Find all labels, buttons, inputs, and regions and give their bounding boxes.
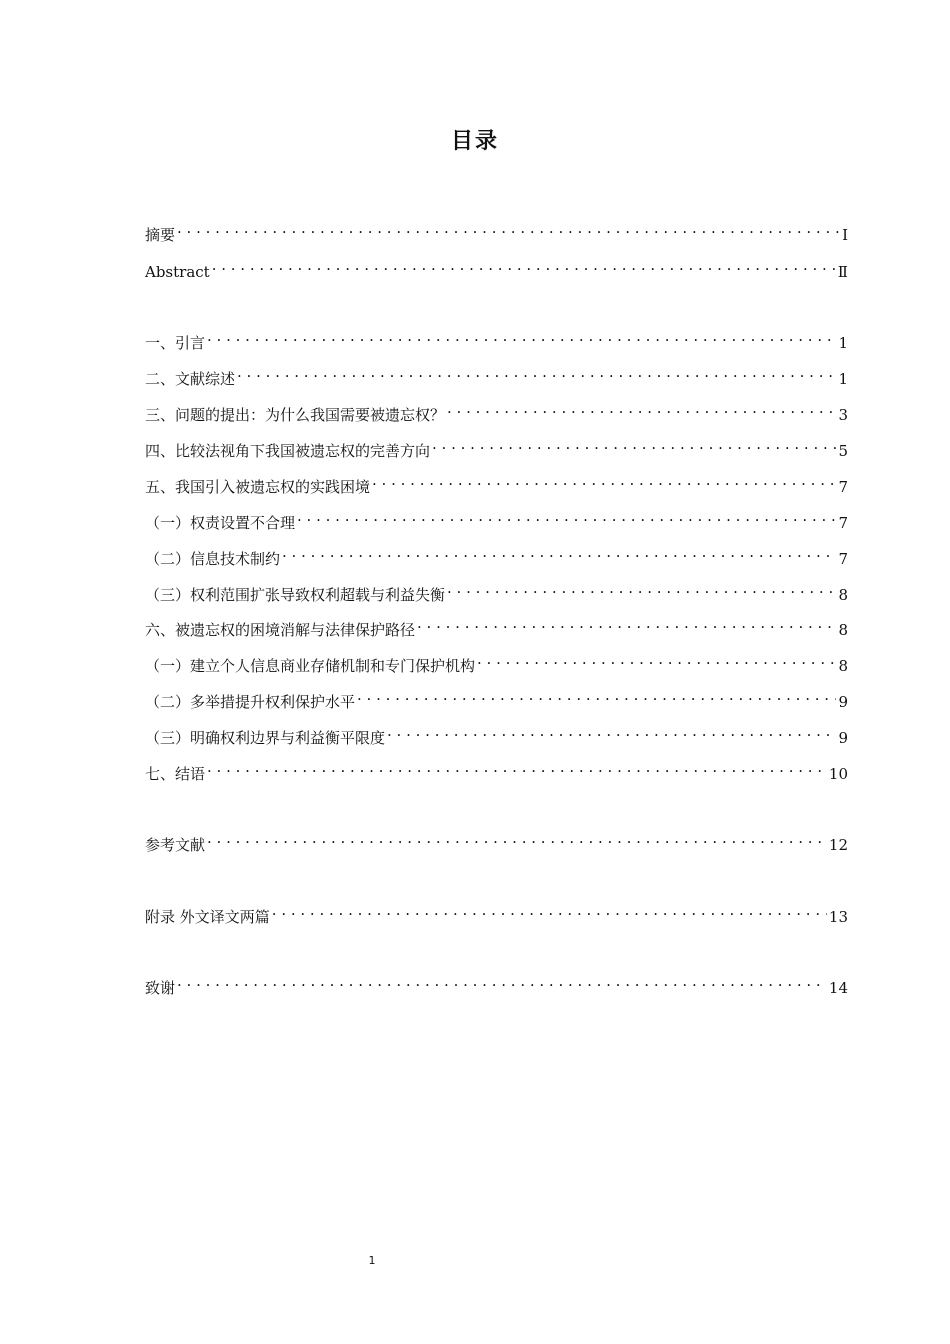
toc-leader-dots: [432, 432, 836, 456]
toc-entry-sub-6-3[interactable]: [145, 719, 848, 747]
toc-leader-dots: [297, 504, 836, 528]
toc-entry-page: 12: [828, 836, 848, 854]
toc-entry-page: 8: [838, 586, 848, 604]
toc-entry-label: 七、结语: [145, 765, 206, 783]
toc-entry-page: 1: [838, 370, 848, 388]
toc-leader-dots: [207, 755, 827, 779]
toc-leader-dots: [417, 611, 836, 635]
toc-entry-label: 摘要: [145, 226, 176, 244]
toc-leader-dots: [447, 576, 836, 600]
toc-leader-dots: [372, 468, 836, 492]
toc-leader-dots: [207, 324, 836, 348]
toc-entry-appendix[interactable]: [145, 898, 848, 926]
toc-entry-problem[interactable]: [145, 396, 848, 424]
toc-entry-label: Abstract: [145, 263, 210, 281]
toc-entry-page: 8: [838, 657, 848, 675]
toc-leader-dots: [282, 540, 836, 564]
toc-title: 目录: [450, 129, 499, 154]
toc-leader-dots: [177, 969, 827, 993]
toc-entry-abstract-en[interactable]: [145, 253, 848, 281]
toc-entry-page: 7: [838, 478, 848, 496]
toc-leader-dots: [177, 216, 840, 240]
toc-entry-sub-5-1[interactable]: [145, 504, 848, 532]
toc-entry-abstract-cn[interactable]: [145, 216, 848, 244]
toc-entry-comparative-law[interactable]: [145, 432, 848, 460]
toc-entry-label: 一、引言: [145, 334, 206, 352]
toc-entry-label: 二、文献综述: [145, 370, 236, 388]
toc-entry-solutions[interactable]: [145, 611, 848, 639]
toc-leader-dots: [447, 396, 836, 420]
toc-entry-label: 致谢: [145, 979, 176, 997]
toc-entry-page: 14: [828, 979, 848, 997]
toc-entry-label: 附录 外文译文两篇: [145, 908, 270, 926]
toc-entry-label: 五、我国引入被遗忘权的实践困境: [145, 478, 371, 496]
toc-entry-page: 13: [828, 908, 848, 926]
toc-entry-practical-dilemma[interactable]: [145, 468, 848, 496]
toc-leader-dots: [477, 647, 836, 671]
toc-entry-page: 5: [838, 442, 848, 460]
toc-leader-dots: [237, 360, 836, 384]
toc-entry-page: 8: [838, 621, 848, 639]
toc-entry-label: （三）明确权利边界与利益衡平限度: [145, 729, 386, 747]
toc-entry-page: Ⅰ: [842, 226, 848, 244]
toc-entry-label: （二）信息技术制约: [145, 550, 281, 568]
toc-leader-dots: [207, 826, 827, 850]
toc-leader-dots: [357, 683, 836, 707]
toc-entry-page: Ⅱ: [837, 263, 848, 281]
toc-entry-literature-review[interactable]: [145, 360, 848, 388]
toc-entry-label: （二）多举措提升权利保护水平: [145, 693, 356, 711]
toc-entry-sub-6-2[interactable]: [145, 683, 848, 711]
toc-entry-page: 7: [838, 514, 848, 532]
toc-entry-page: 3: [838, 406, 848, 424]
toc-leader-dots: [272, 898, 827, 922]
toc-entry-label: 四、比较法视角下我国被遗忘权的完善方向: [145, 442, 431, 460]
toc-entry-page: 9: [838, 693, 848, 711]
toc-entry-label: （三）权利范围扩张导致权利超载与利益失衡: [145, 586, 446, 604]
toc-entry-sub-5-2[interactable]: [145, 540, 848, 568]
toc-entry-label: （一）建立个人信息商业存储机制和专门保护机构: [145, 657, 476, 675]
toc-leader-dots: [387, 719, 836, 743]
toc-entry-references[interactable]: [145, 826, 848, 854]
toc-entry-label: 参考文献: [145, 836, 206, 854]
toc-entry-page: 7: [838, 550, 848, 568]
toc-entry-label: 六、被遗忘权的困境消解与法律保护路径: [145, 621, 416, 639]
toc-entry-introduction[interactable]: [145, 324, 848, 352]
toc-entry-page: 10: [828, 765, 848, 783]
toc-entry-sub-6-1[interactable]: [145, 647, 848, 675]
toc-entry-sub-5-3[interactable]: [145, 576, 848, 604]
toc-leader-dots: [212, 253, 836, 277]
toc-entry-conclusion[interactable]: [145, 755, 848, 783]
toc-entry-page: 9: [838, 729, 848, 747]
toc-entry-acknowledgements[interactable]: [145, 969, 848, 997]
toc-entry-label: 三、问题的提出：为什么我国需要被遗忘权？: [145, 406, 446, 424]
toc-entry-page: 1: [838, 334, 848, 352]
toc-entry-label: （一）权责设置不合理: [145, 514, 296, 532]
page-number: 1: [368, 1254, 376, 1267]
